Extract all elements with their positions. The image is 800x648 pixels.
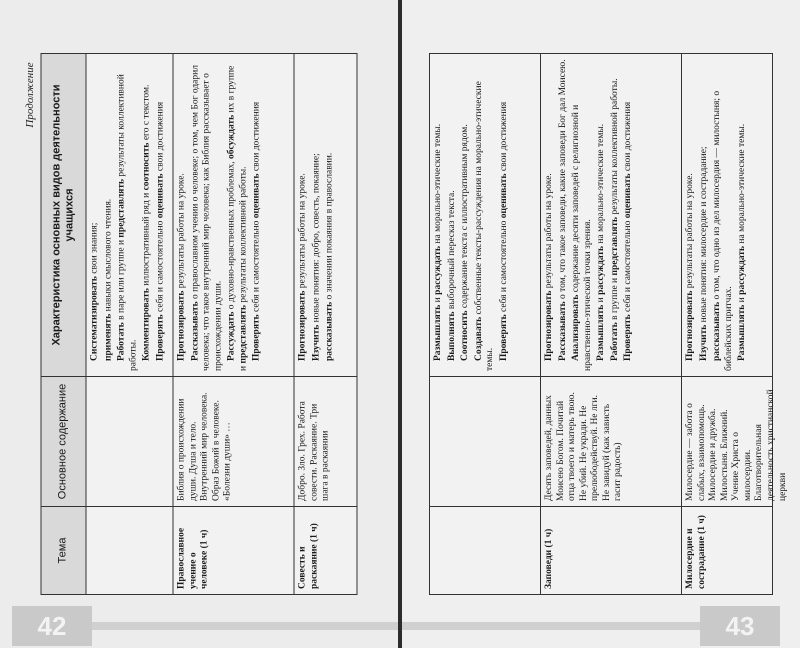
row-content: Добро. Зло. Грех. Работа совести. Раскаяние. Три шага в раскаянии bbox=[295, 376, 357, 506]
activity-verb: Рассказывать bbox=[190, 301, 201, 361]
page-number: 43 bbox=[700, 606, 780, 646]
activity-text: результаты работы на уроке. bbox=[176, 173, 187, 291]
header-content: Основное содержание bbox=[42, 376, 86, 506]
activity-text: результаты коллективной работы. bbox=[116, 74, 139, 371]
activity-text: результаты коллективной работы. bbox=[238, 166, 249, 305]
activity-paragraph bbox=[142, 59, 154, 371]
activity-text: на морально-этические темы. bbox=[433, 123, 443, 246]
activity-verb: Рассуждать bbox=[226, 311, 237, 361]
activity-verb: Проверять bbox=[155, 314, 166, 361]
activity-text: о православном учении о человеке; о том, чем Бог одарил человека; что такое внутренний мир человека; как Библия рассказывает о происхождении души. bbox=[190, 65, 224, 371]
activity-verb: Изучить bbox=[311, 324, 322, 361]
activity-text: содержание десяти заповедей с религиозной и нравственно-этической точки зрения. bbox=[571, 104, 593, 371]
left-table-rotator bbox=[41, 53, 358, 595]
activity-verb: рассказывать bbox=[712, 301, 723, 361]
row-content bbox=[87, 376, 173, 506]
continuation-label: Продолжение bbox=[24, 62, 36, 128]
activity-paragraph bbox=[544, 59, 556, 371]
right-table-rotator bbox=[429, 53, 788, 595]
activity-verb: Проверять bbox=[251, 314, 262, 361]
activity-text: себя и самостоятельно bbox=[498, 218, 509, 315]
activity-paragraph bbox=[558, 59, 570, 371]
activity-text: о значении покаяния в православии. bbox=[324, 152, 335, 302]
activity-verb: Проверять bbox=[498, 314, 509, 361]
activity-paragraph bbox=[117, 59, 140, 371]
activity-text: о том, что одно из дел милосердия — милостыня; о библейских притчах. bbox=[712, 90, 734, 371]
activity-text: результаты работы на уроке. bbox=[544, 173, 554, 291]
activity-text: и bbox=[596, 294, 607, 305]
row-activities bbox=[295, 54, 357, 376]
row-activities bbox=[541, 54, 681, 376]
activity-verb: рассуждать bbox=[737, 245, 748, 295]
activity-paragraph bbox=[311, 59, 323, 371]
activity-text: свои достижения bbox=[251, 101, 262, 174]
table-row bbox=[430, 54, 541, 594]
activity-text: результаты работы на уроке. bbox=[297, 173, 308, 291]
activity-verb: Прогнозировать bbox=[544, 290, 554, 361]
row-topic bbox=[87, 506, 173, 594]
activity-text: свои знания; bbox=[89, 222, 100, 277]
activity-verb: обсуждать bbox=[226, 114, 237, 159]
activity-verb: представлять bbox=[609, 216, 620, 276]
row-activities bbox=[87, 54, 173, 376]
activity-text: его с текстом. bbox=[141, 84, 152, 143]
activity-verb: Создавать bbox=[473, 316, 484, 361]
activity-paragraph bbox=[474, 59, 497, 371]
activity-verb: Соотносить bbox=[460, 310, 471, 361]
activity-verb: Рассказывать bbox=[557, 301, 568, 361]
activity-verb: представлять bbox=[238, 304, 249, 364]
activity-text: результаты работы на уроке. bbox=[685, 173, 695, 291]
activity-paragraph bbox=[571, 59, 594, 371]
row-content: Десять заповедей, данных Моисею Богом. Почитай отца твоего и матерь твою. Не убий. Не укради. Не прелюбодействуй. Не лги. Не завидуй (как зависть гасит радость) bbox=[541, 376, 681, 506]
activity-verb: рассуждать bbox=[433, 245, 443, 295]
row-topic: Милосердие и сострадание (1 ч) bbox=[682, 506, 772, 594]
activity-paragraph bbox=[177, 59, 189, 371]
left-page bbox=[0, 0, 398, 648]
activity-verb: Размышлять bbox=[433, 304, 443, 361]
table-row bbox=[682, 54, 788, 594]
activity-text: свои достижения bbox=[623, 101, 634, 174]
table-row bbox=[87, 54, 174, 594]
activity-verb: Систематизировать bbox=[89, 276, 100, 361]
activity-verb: оценивать bbox=[155, 173, 166, 219]
activity-text: и bbox=[737, 294, 748, 305]
activity-verb: рассуждать bbox=[596, 245, 607, 295]
activity-paragraph bbox=[623, 59, 635, 371]
activity-verb: Прогнозировать bbox=[176, 290, 187, 361]
activity-verb: оценивать bbox=[498, 173, 509, 219]
activity-verb: Анализировать bbox=[571, 294, 582, 361]
activity-verb: Прогнозировать bbox=[685, 290, 695, 361]
activity-text: о духовно-нравственных проблемах, bbox=[226, 158, 237, 312]
activity-text: на морально-этические темы. bbox=[737, 123, 748, 246]
table-row bbox=[541, 54, 682, 594]
activity-paragraph bbox=[433, 59, 445, 371]
activity-verb: Размышлять bbox=[737, 304, 748, 361]
activity-paragraph bbox=[190, 59, 225, 371]
activity-paragraph bbox=[298, 59, 310, 371]
row-topic: Православное учение о человеке (1 ч) bbox=[174, 506, 294, 594]
row-content bbox=[430, 376, 540, 506]
activity-text: себя и самостоятельно bbox=[623, 218, 634, 315]
activity-paragraph bbox=[90, 59, 102, 371]
activity-paragraph bbox=[155, 59, 167, 371]
activity-verb: Проверять bbox=[623, 314, 634, 361]
activity-paragraph bbox=[610, 59, 622, 371]
activity-paragraph bbox=[252, 59, 264, 371]
activity-verb: рассказывать bbox=[324, 301, 335, 361]
header-topic: Тема bbox=[42, 506, 86, 594]
activity-verb: оценивать bbox=[623, 173, 634, 219]
activity-verb: Выполнять bbox=[446, 311, 457, 361]
activity-text: о том, что такое заповеди, какие заповеди Бог дал Моисею. bbox=[557, 59, 568, 302]
activity-text: результаты коллективной работы. bbox=[609, 78, 620, 217]
activity-text: иллюстративный ряд и bbox=[141, 190, 152, 289]
continuation-label-container bbox=[24, 40, 36, 150]
activity-text: и bbox=[433, 294, 443, 305]
row-topic bbox=[430, 506, 540, 594]
activity-text: себя и самостоятельно bbox=[155, 218, 166, 315]
activity-text: выборочный пересказ текста. bbox=[446, 190, 457, 312]
row-topic: Совесть и раскаяние (1 ч) bbox=[295, 506, 357, 594]
activity-paragraph bbox=[499, 59, 511, 371]
table-row bbox=[174, 54, 295, 594]
activity-paragraph bbox=[325, 59, 337, 371]
right-page bbox=[402, 0, 800, 648]
activity-verb: применять bbox=[103, 313, 114, 361]
activity-paragraph bbox=[460, 59, 472, 371]
activity-text: новые понятия: добро, совесть, покаяние; bbox=[311, 153, 322, 325]
activity-text: содержание текста с иллюстративным рядом. bbox=[460, 124, 471, 311]
footer-bar bbox=[402, 622, 700, 630]
activity-paragraph bbox=[685, 59, 697, 371]
activity-verb: соотносить bbox=[141, 142, 152, 191]
row-content: Милосердие — забота о слабых, взаимопомощь. Милосердие и дружба. Милостыня. Ближний. Учение Христа о милосердии. Благотворительная деятельность христианской церкви bbox=[682, 376, 772, 506]
activity-text: себя и самостоятельно bbox=[251, 218, 262, 315]
activity-verb: Комментировать bbox=[141, 288, 152, 361]
page-number: 42 bbox=[12, 606, 92, 646]
activity-verb: Работать bbox=[116, 322, 127, 361]
footer-bar bbox=[90, 622, 398, 630]
activity-paragraph bbox=[699, 59, 711, 371]
table-header bbox=[42, 54, 87, 594]
activity-text: навыки смыслового чтения. bbox=[103, 198, 114, 314]
activity-paragraph bbox=[596, 59, 608, 371]
activity-text: в группе и bbox=[609, 275, 620, 323]
activity-text: собственные тексты-рассуждения на морально-этические темы. bbox=[473, 81, 496, 371]
activity-text: свои достижения bbox=[155, 101, 166, 174]
right-table bbox=[429, 53, 788, 595]
activity-paragraph bbox=[712, 59, 735, 371]
activity-paragraph bbox=[447, 59, 459, 371]
row-topic: Заповеди (1 ч) bbox=[541, 506, 681, 594]
row-content: Библия о происхождении души. Душа и тело. Внутренний мир человека. Образ Божий в человеке. «Болезни души» … bbox=[174, 376, 294, 506]
activity-verb: Изучить bbox=[698, 324, 709, 361]
activity-verb: Работать bbox=[609, 322, 620, 361]
activity-text: в паре или группе и bbox=[116, 237, 127, 323]
activity-text: их в группе и bbox=[226, 65, 249, 371]
activity-verb: оценивать bbox=[251, 173, 262, 219]
activity-text: свои достижения bbox=[498, 101, 509, 174]
activity-paragraph bbox=[737, 59, 749, 371]
activity-verb: Размышлять bbox=[596, 304, 607, 361]
activity-text: на морально-этические темы. bbox=[596, 123, 607, 246]
left-table bbox=[41, 53, 358, 595]
activity-paragraph bbox=[103, 59, 115, 371]
activity-verb: Прогнозировать bbox=[297, 290, 308, 361]
row-activities bbox=[430, 54, 540, 376]
row-activities bbox=[174, 54, 294, 376]
row-activities bbox=[682, 54, 772, 376]
activity-text: новые понятия: милосердие и сострадание; bbox=[698, 146, 709, 325]
activity-verb: представлять bbox=[116, 178, 127, 238]
table-row bbox=[295, 54, 357, 594]
activity-paragraph bbox=[227, 59, 250, 371]
header-activities: Характеристика основных видов деятельности учащихся bbox=[42, 54, 86, 376]
